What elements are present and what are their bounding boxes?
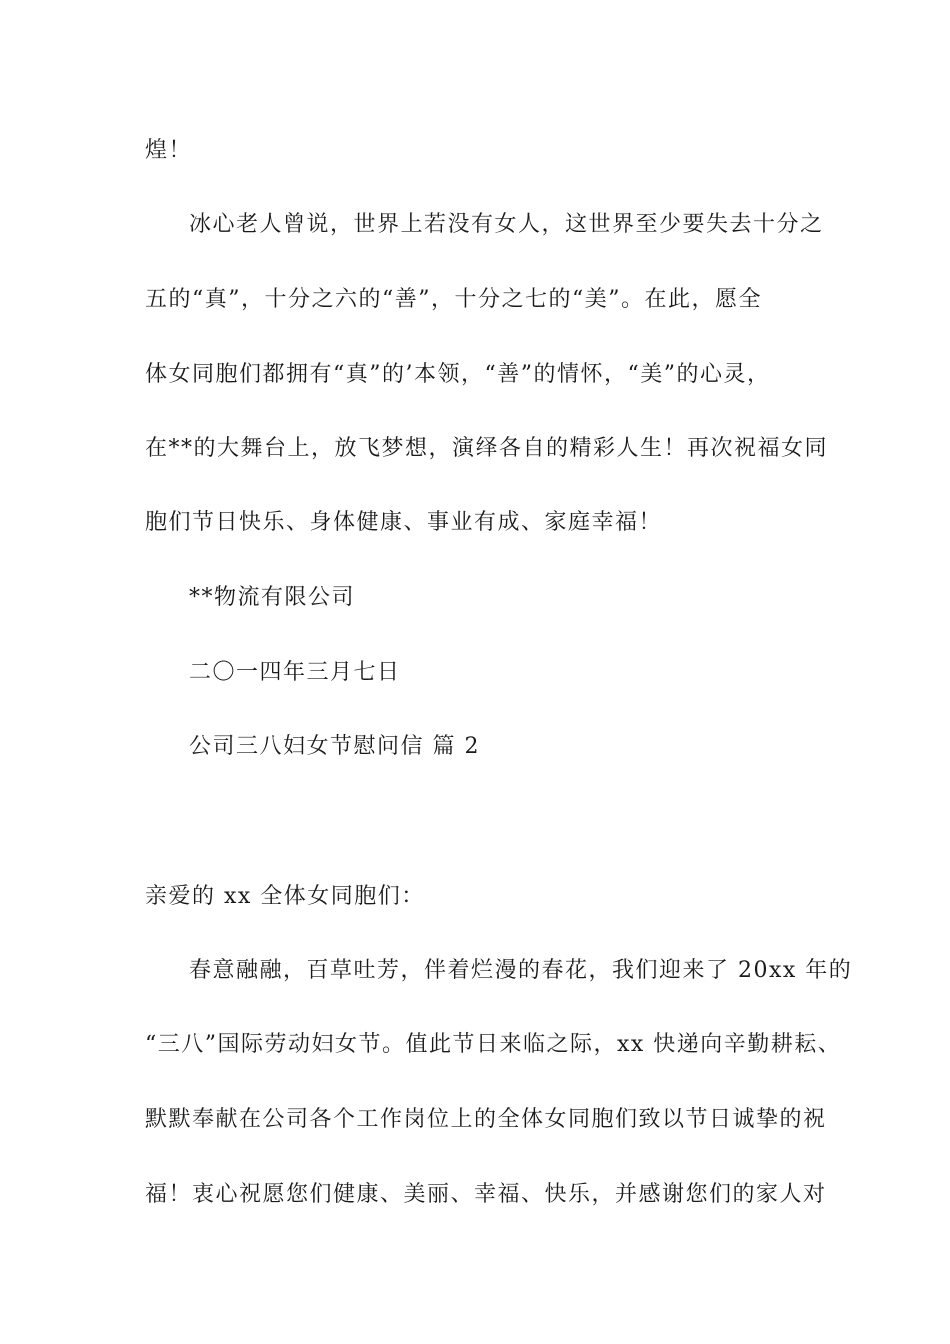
paragraph-line: 体女同胞们都拥有“真”的’本领，“善”的情怀，“美”的心灵， xyxy=(145,362,771,387)
paragraph-line: 在**的大舞台上，放飞梦想，演绎各自的精彩人生！再次祝福女同 xyxy=(145,436,829,461)
paragraph-line: 春意融融，百草吐芳，伴着烂漫的春花，我们迎来了 20xx 年的 xyxy=(189,958,853,983)
paragraph-line: 冰心老人曾说，世界上若没有女人，这世界至少要失去十分之 xyxy=(189,212,824,237)
salutation: 亲爱的 xx 全体女同胞们： xyxy=(145,884,425,909)
signature-date: 二〇一四年三月七日 xyxy=(189,660,401,685)
paragraph-line: “三八”国际劳动妇女节。值此节日来临之际，xx 快递向辛勤耕耘、 xyxy=(145,1032,842,1057)
paragraph-line: 胞们节日快乐、身体健康、事业有成、家庭幸福！ xyxy=(145,510,663,535)
paragraph-line: 默默奉献在公司各个工作岗位上的全体女同胞们致以节日诚挚的祝 xyxy=(145,1107,827,1132)
paragraph-line: 煌！ xyxy=(145,138,193,163)
company-signature: **物流有限公司 xyxy=(189,585,356,610)
section-heading: 公司三八妇女节慰问信 篇 2 xyxy=(189,734,480,759)
paragraph-line: 福！衷心祝愿您们健康、美丽、幸福、快乐，并感谢您们的家人对 xyxy=(145,1182,827,1207)
paragraph-line: 五的“真”，十分之六的“善”，十分之七的“美”。在此，愿全 xyxy=(145,287,762,312)
